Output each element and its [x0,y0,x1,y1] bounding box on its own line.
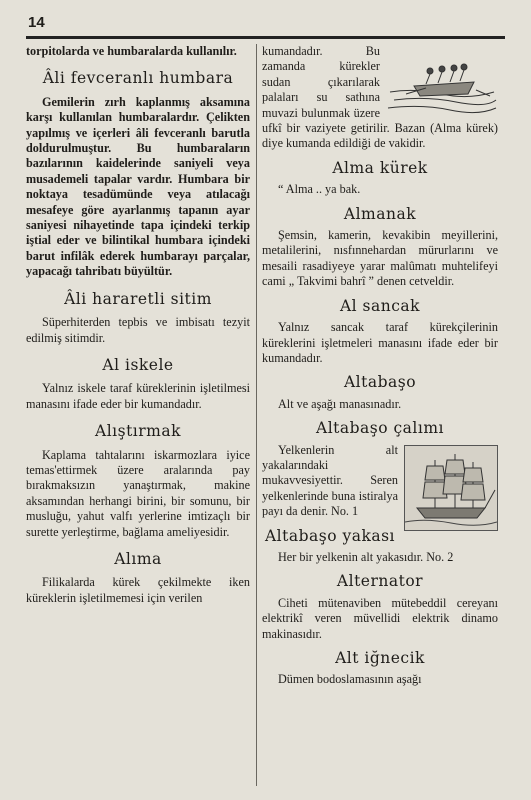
entry-heading: Âli hararetli sitim [64,289,212,308]
entry-body: Dümen bodoslamasının aşağı [278,672,422,687]
entry-heading: Al iskele [102,355,174,374]
entry-body: “ Alma .. ya bak. [278,182,361,197]
entry-heading: Altabaşo yakası [264,526,396,545]
entry-body: Filikalarda kürek çekilmekte iken küreklerin işletilmemesi için verilen [26,575,250,605]
page-number: 14 [28,14,45,31]
entry-body: Yalnız sancak taraf kürekçilerinin küreklerini işletmeleri manasını ifade eder bir kumandadır. [262,320,498,365]
left-column [26,44,250,606]
entry-body: Şemsin, kamerin, kevakibin meyillerini, metalilerini, nısfınnehardan mürurlarını ve mesaili rasadiyeye yarar malûmatı muhtelifeyi cami „ Takvimi bahrî ” denen cetveldir. [262,228,498,289]
rowboat-illustration [386,44,498,114]
right-column [262,44,498,688]
entry-heading: Alıştırmak [95,422,181,441]
entry-body: Kaplama tahtalarını iskarmozlara iyice temas'ettirmek üzere aralarında pay bırakmaksızın yanaştırmak, makine aksamından herhangi birini, bir somunu, bir musluğu, yahut valfı yerlerine imtizaçlı bir surette yerleştirme, bağlama ameliyesidir. [26,447,250,539]
right-intro: kumandadır. Bu zamanda kürekler sudan çıkarılarak palaları su sathına muvazi bulunmak üzere ufkî bir vaziyete getirilir. Bazan (Alma kürek) diye kumanda edildiği de vakidir. [262,44,498,151]
entry-body: Yelkenlerin alt yakalarındaki mukavvesiyettir. Seren yelkenlerinde buna istiralya payı da denir. No. 1 [262,442,398,519]
sailing-ship-illustration [404,445,498,531]
header-rule [26,36,505,39]
entry-body: Gemilerin zırh kaplanmış aksamına karşı kullanılan humbaralardır. Çelikten yapılmış ve içerleri âli fevceranlı barutla doldurulmuştur. Bu humbaraların bazılarının kaidelerinde saniyeli veya musademeli tapalar vardır. Humbara bir noktaya tesadümünde veya atılacağı mesafeye göre ayarlanmış tapanın ayar saniyesi nihayetinde tapa içindeki terkip iştial eder ve bilintikal humbara içindeki barut infilâk ederek humbarayı parçalar, yapacağı tahribatı büyültür. [26,94,250,279]
entry-heading: Âli fevceranlı humbara [42,69,234,88]
entry-heading: Alıma [114,549,162,568]
entry-body: Alt ve aşağı manasınadır. [278,396,402,411]
left-intro: torpitolarda ve humbaralarda kullanılır. [26,44,237,58]
entry-heading: Alternator [336,572,424,591]
entry-body: Her bir yelkenin alt yakasıdır. No. 2 [278,549,454,564]
entry-body: Süperhiterden tepbis ve imbisatı tezyit edilmiş sitimdir. [26,315,250,345]
entry-heading: Alma kürek [332,158,428,177]
column-divider [256,44,257,786]
entry-heading: Altabaşo [343,373,417,392]
entry-heading: Altabaşo çalımı [316,419,444,438]
entry-heading: Alt iğnecik [335,649,425,667]
entry-heading: Almanak [343,204,417,223]
entry-body: Yalnız iskele taraf küreklerinin işletilmesi manasını ifade eder bir kumandadır. [26,381,250,411]
entry-body: Ciheti mütenaviben mütebeddil cereyanı elektrikî veren müvellidi elektrik dinamo makinasıdır. [262,595,498,641]
entry-heading: Al sancak [339,296,421,315]
